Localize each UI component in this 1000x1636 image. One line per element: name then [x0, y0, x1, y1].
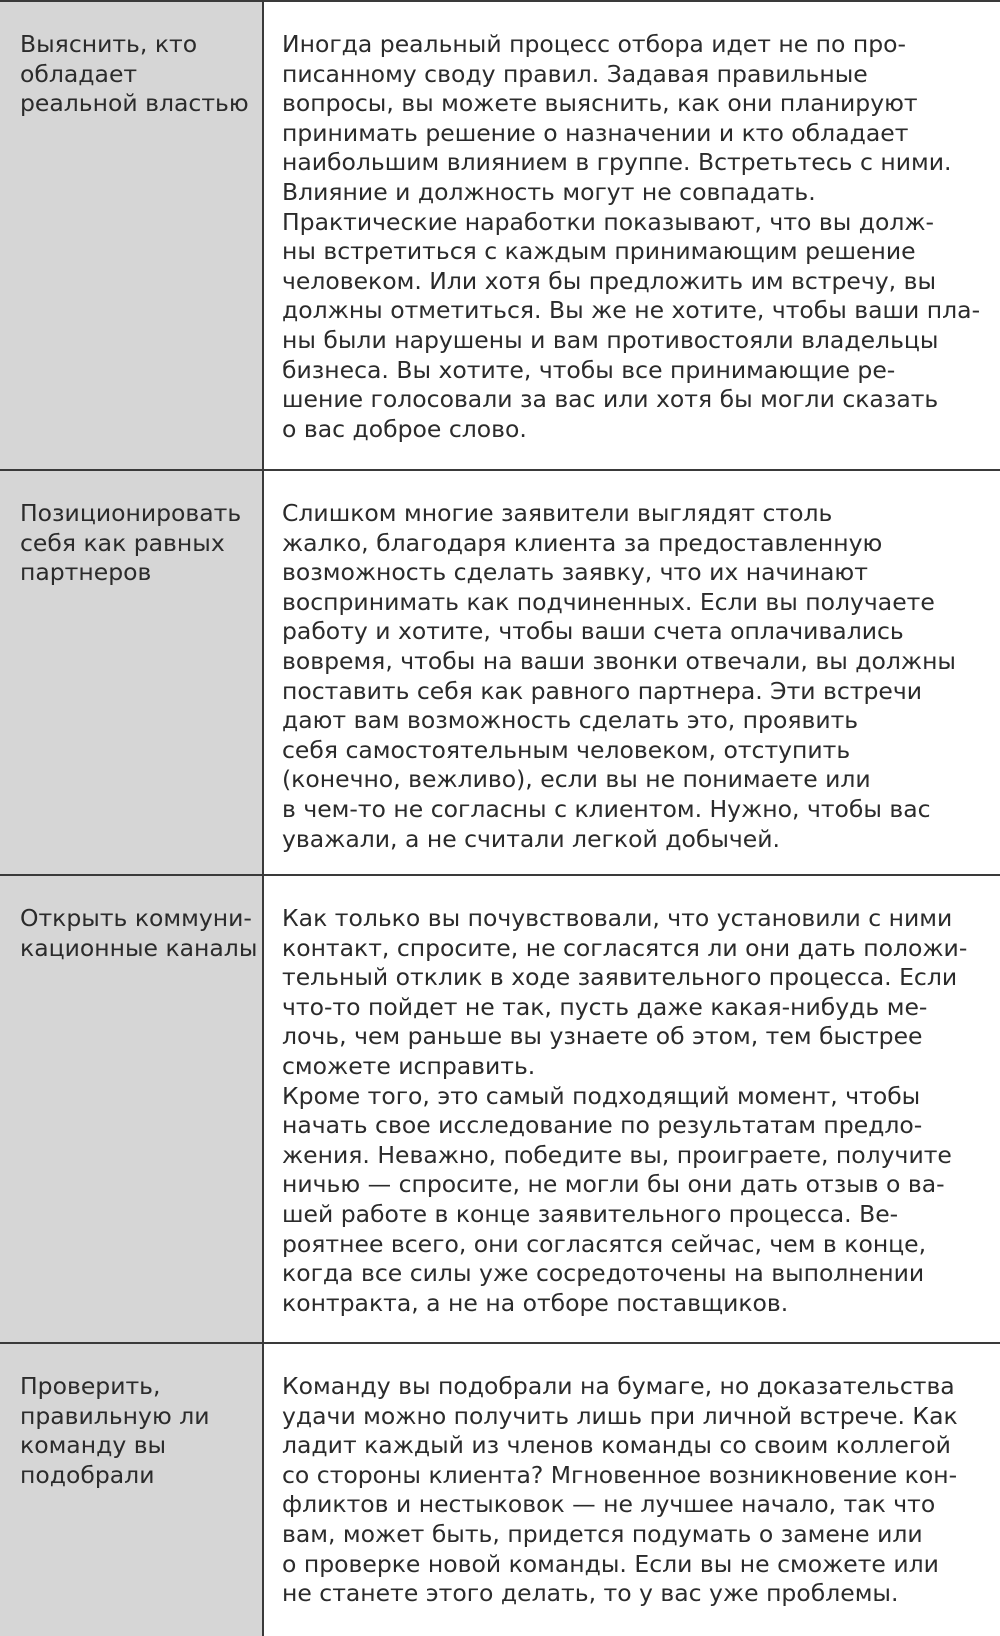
row-body: Как только вы почувствовали, что установили с ними контакт, спросите, не согласятся ли они дать положи- тельный отклик в ходе заявительного процесса. Если что-то пойдет не так, пусть даже какая-нибудь ме- лочь, чем раньше вы узнаете об этом, тем быстрее сможете исправить. Кроме того, это самый подходящий момент, чтобы начать свое исследование по результатам предло- жения. Неважно, победите вы, проиграете, получите ничью — спросите, не могли бы они дать отзыв о ва- шей работе в конце заявительного процесса. Ве- роятнее всего, они согласятся сейчас, чем в конце, когда все силы уже сосредоточены на выполнении контракта, а не на отборе поставщиков. — [282, 904, 968, 1317]
row-heading: Проверить, правильную ли команду вы подобрали — [20, 1372, 210, 1489]
table-row — [0, 876, 1000, 1344]
heading-cell — [0, 1344, 264, 1636]
row-body: Команду вы подобрали на бумаге, но доказательства удачи можно получить лишь при личной встрече. Как ладит каждый из членов команды со своим коллегой со стороны клиента? Мгновенное возникновение кон- фликтов и нестыковок — не лучшее начало, так что вам, может быть, придется подумать о замене или о проверке новой команды. Если вы не сможете или не станете этого делать, то у вас уже проблемы. — [282, 1372, 958, 1608]
heading-cell — [0, 876, 264, 1342]
body-cell — [264, 876, 1000, 1342]
table-row — [0, 2, 1000, 471]
body-cell — [264, 2, 1000, 469]
body-cell — [264, 1344, 1000, 1636]
row-heading: Позиционировать себя как равных партнеров — [20, 499, 242, 587]
body-cell — [264, 471, 1000, 874]
heading-cell — [0, 2, 264, 469]
row-body: Иногда реальный процесс отбора идет не по про- писанному своду правил. Задавая правильные вопросы, вы можете выяснить, как они планируют принимать решение о назначении и кто обладает наибольшим влиянием в группе. Встретьтесь с ними. Влияние и должность могут не совпадать. Практические наработки показывают, что вы долж- ны встретиться с каждым принимающим решение человеком. Или хотя бы предложить им встречу, вы должны отметиться. Вы же не хотите, чтобы ваши пла- ны были нарушены и вам противостояли владельцы бизнеса. Вы хотите, чтобы все принимающие ре- шение голосовали за вас или хотя бы могли сказать о вас доброе слово. — [282, 30, 981, 443]
table-row — [0, 1344, 1000, 1636]
row-heading: Открыть коммуни- кационные каналы — [20, 904, 258, 962]
row-heading: Выяснить, кто обладает реальной властью — [20, 30, 249, 118]
heading-cell — [0, 471, 264, 874]
row-body: Слишком многие заявители выглядят столь жалко, благодаря клиента за предоставленную возможность сделать заявку, что их начинают воспринимать как подчиненных. Если вы получаете работу и хотите, чтобы ваши счета оплачивались вовремя, чтобы на ваши звонки отвечали, вы должны поставить себя как равного партнера. Эти встречи дают вам возможность сделать это, проявить себя самостоятельным человеком, отступить (конечно, вежливо), если вы не понимаете или в чем-то не согласны с клиентом. Нужно, чтобы вас уважали, а не считали легкой добычей. — [282, 499, 956, 853]
table-row — [0, 471, 1000, 876]
